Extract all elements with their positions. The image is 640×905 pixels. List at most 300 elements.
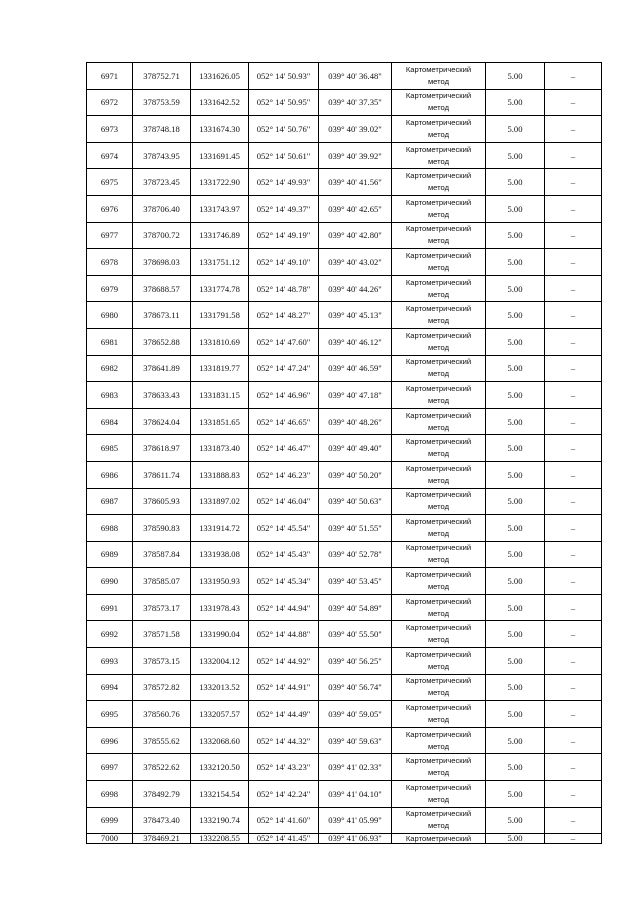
latitude-cell: 052° 14' 50.93" (249, 63, 319, 90)
y-coordinate-cell: 1331938.08 (191, 541, 249, 568)
accuracy-cell: 5.00 (486, 142, 545, 169)
point-number-cell: 6989 (87, 541, 133, 568)
method-label-line2: метод (427, 289, 450, 299)
longitude-cell: 039° 40' 51.55" (319, 515, 392, 542)
method-label-line2: метод (427, 342, 450, 352)
method-label-line1: Картометрический (405, 144, 472, 154)
point-number-cell: 6981 (87, 328, 133, 355)
point-number-cell: 6999 (87, 807, 133, 834)
point-number-cell: 6992 (87, 621, 133, 648)
method-cell (392, 568, 486, 595)
point-number-cell: 6995 (87, 701, 133, 728)
note-cell: – (545, 754, 602, 781)
latitude-cell: 052° 14' 47.60" (249, 328, 319, 355)
latitude-cell: 052° 14' 44.49" (249, 701, 319, 728)
x-coordinate-cell: 378492.79 (133, 781, 191, 808)
method-label-line2: метод (427, 582, 450, 592)
method-label-line1: Картометрический (405, 437, 472, 447)
method-label-line1: Картометрический (405, 383, 472, 393)
longitude-cell: 039° 40' 42.65" (319, 195, 392, 222)
point-number-cell: 6994 (87, 674, 133, 701)
x-coordinate-cell: 378700.72 (133, 222, 191, 249)
latitude-cell: 052° 14' 45.43" (249, 541, 319, 568)
y-coordinate-cell: 1331674.30 (191, 116, 249, 143)
method-label-line2: метод (427, 156, 450, 166)
longitude-cell: 039° 40' 47.18" (319, 382, 392, 409)
x-coordinate-cell: 378587.84 (133, 541, 191, 568)
method-cell (392, 807, 486, 834)
latitude-cell: 052° 14' 44.94" (249, 594, 319, 621)
longitude-cell: 039° 40' 39.92" (319, 142, 392, 169)
latitude-cell: 052° 14' 49.37" (249, 195, 319, 222)
method-label-line1: Картометрический (405, 570, 472, 580)
table-row (87, 382, 602, 409)
method-cell (392, 834, 486, 844)
latitude-cell: 052° 14' 45.34" (249, 568, 319, 595)
x-coordinate-cell: 378560.76 (133, 701, 191, 728)
method-label-line1: Картометрический (405, 224, 472, 234)
table-row (87, 275, 602, 302)
y-coordinate-cell: 1332120.50 (191, 754, 249, 781)
latitude-cell: 052° 14' 46.96" (249, 382, 319, 409)
longitude-cell: 039° 40' 41.56" (319, 169, 392, 196)
method-cell (392, 142, 486, 169)
y-coordinate-cell: 1331774.78 (191, 275, 249, 302)
table-row (87, 488, 602, 515)
method-cell (392, 116, 486, 143)
point-number-cell: 6987 (87, 488, 133, 515)
x-coordinate-cell: 378522.62 (133, 754, 191, 781)
longitude-cell: 039° 41' 04.10" (319, 781, 392, 808)
latitude-cell: 052° 14' 44.88" (249, 621, 319, 648)
y-coordinate-cell: 1332190.74 (191, 807, 249, 834)
x-coordinate-cell: 378571.58 (133, 621, 191, 648)
accuracy-cell: 5.00 (486, 63, 545, 90)
y-coordinate-cell: 1331873.40 (191, 435, 249, 462)
method-label-line1: Картометрический (405, 623, 472, 633)
y-coordinate-cell: 1331691.45 (191, 142, 249, 169)
method-label-line1: Картометрический (405, 782, 472, 792)
table-row (87, 142, 602, 169)
y-coordinate-cell: 1331810.69 (191, 328, 249, 355)
method-label-line2: метод (427, 129, 450, 139)
table-body (87, 63, 602, 844)
latitude-cell: 052° 14' 46.47" (249, 435, 319, 462)
coordinates-table (86, 62, 602, 844)
point-number-cell: 6983 (87, 382, 133, 409)
note-cell: – (545, 328, 602, 355)
accuracy-cell: 5.00 (486, 568, 545, 595)
method-label-line2: метод (427, 395, 450, 405)
method-label-line2: метод (427, 555, 450, 565)
table-row (87, 328, 602, 355)
latitude-cell: 052° 14' 46.23" (249, 461, 319, 488)
y-coordinate-cell: 1331751.12 (191, 249, 249, 276)
accuracy-cell: 5.00 (486, 275, 545, 302)
longitude-cell: 039° 40' 45.13" (319, 302, 392, 329)
method-label-line1: Картометрический (405, 330, 472, 340)
accuracy-cell: 5.00 (486, 594, 545, 621)
latitude-cell: 052° 14' 48.78" (249, 275, 319, 302)
note-cell: – (545, 461, 602, 488)
accuracy-cell: 5.00 (486, 621, 545, 648)
accuracy-cell: 5.00 (486, 328, 545, 355)
x-coordinate-cell: 378573.15 (133, 648, 191, 675)
accuracy-cell: 5.00 (486, 488, 545, 515)
longitude-cell: 039° 41' 06.93" (319, 834, 392, 844)
y-coordinate-cell: 1331819.77 (191, 355, 249, 382)
x-coordinate-cell: 378688.57 (133, 275, 191, 302)
table-row (87, 249, 602, 276)
latitude-cell: 052° 14' 44.91" (249, 674, 319, 701)
method-cell (392, 435, 486, 462)
point-number-cell: 6972 (87, 89, 133, 116)
method-label-line1: Картометрический (405, 357, 472, 367)
x-coordinate-cell: 378748.18 (133, 116, 191, 143)
note-cell: – (545, 488, 602, 515)
point-number-cell: 6974 (87, 142, 133, 169)
note-cell: – (545, 674, 602, 701)
table-row (87, 648, 602, 675)
y-coordinate-cell: 1331990.04 (191, 621, 249, 648)
x-coordinate-cell: 378624.04 (133, 408, 191, 435)
method-label-line1: Картометрический (405, 543, 472, 553)
method-label-line2: метод (427, 422, 450, 432)
point-number-cell: 6986 (87, 461, 133, 488)
note-cell: – (545, 355, 602, 382)
note-cell: – (545, 621, 602, 648)
latitude-cell: 052° 14' 42.24" (249, 781, 319, 808)
y-coordinate-cell: 1331851.65 (191, 408, 249, 435)
longitude-cell: 039° 40' 56.74" (319, 674, 392, 701)
latitude-cell: 052° 14' 41.60" (249, 807, 319, 834)
longitude-cell: 039° 40' 37.35" (319, 89, 392, 116)
latitude-cell: 052° 14' 49.93" (249, 169, 319, 196)
table-row (87, 435, 602, 462)
table-row (87, 594, 602, 621)
y-coordinate-cell: 1331743.97 (191, 195, 249, 222)
longitude-cell: 039° 40' 50.20" (319, 461, 392, 488)
method-cell (392, 408, 486, 435)
accuracy-cell: 5.00 (486, 461, 545, 488)
method-label-line1: Картометрический (405, 649, 472, 659)
latitude-cell: 052° 14' 41.45" (249, 834, 319, 844)
latitude-cell: 052° 14' 49.10" (249, 249, 319, 276)
note-cell: – (545, 302, 602, 329)
method-label-line1: Картометрический (405, 64, 472, 74)
y-coordinate-cell: 1331978.43 (191, 594, 249, 621)
method-label-line1: Картометрический (405, 729, 472, 739)
y-coordinate-cell: 1331888.83 (191, 461, 249, 488)
y-coordinate-cell: 1331897.02 (191, 488, 249, 515)
latitude-cell: 052° 14' 44.92" (249, 648, 319, 675)
accuracy-cell: 5.00 (486, 355, 545, 382)
point-number-cell: 6998 (87, 781, 133, 808)
method-label-line2: метод (427, 369, 450, 379)
note-cell: – (545, 222, 602, 249)
method-cell (392, 328, 486, 355)
longitude-cell: 039° 40' 46.59" (319, 355, 392, 382)
point-number-cell: 7000 (87, 834, 133, 844)
method-label-line2: метод (427, 768, 450, 778)
note-cell: – (545, 594, 602, 621)
note-cell: – (545, 648, 602, 675)
point-number-cell: 6979 (87, 275, 133, 302)
y-coordinate-cell: 1332013.52 (191, 674, 249, 701)
method-label-line1: Картометрический (405, 809, 472, 819)
point-number-cell: 6980 (87, 302, 133, 329)
y-coordinate-cell: 1332057.57 (191, 701, 249, 728)
method-label-line1: Картометрический (405, 463, 472, 473)
method-label-line2: метод (427, 183, 450, 193)
x-coordinate-cell: 378473.40 (133, 807, 191, 834)
method-label-line1: Картометрический (405, 596, 472, 606)
method-label-line2: метод (427, 661, 450, 671)
method-cell (392, 169, 486, 196)
note-cell: – (545, 249, 602, 276)
x-coordinate-cell: 378706.40 (133, 195, 191, 222)
latitude-cell: 052° 14' 44.32" (249, 727, 319, 754)
method-label-line1: Картометрический (405, 171, 472, 181)
table-row (87, 63, 602, 90)
point-number-cell: 6988 (87, 515, 133, 542)
method-cell (392, 195, 486, 222)
point-number-cell: 6976 (87, 195, 133, 222)
method-cell (392, 674, 486, 701)
accuracy-cell: 5.00 (486, 541, 545, 568)
accuracy-cell: 5.00 (486, 382, 545, 409)
method-label-line2: метод (427, 209, 450, 219)
method-label-line2: метод (427, 635, 450, 645)
method-label-line1: Картометрический (405, 490, 472, 500)
method-cell (392, 89, 486, 116)
table-row (87, 169, 602, 196)
longitude-cell: 039° 40' 59.63" (319, 727, 392, 754)
longitude-cell: 039° 40' 44.26" (319, 275, 392, 302)
note-cell: – (545, 89, 602, 116)
method-cell (392, 63, 486, 90)
method-cell (392, 461, 486, 488)
method-label-line2: метод (427, 821, 450, 831)
x-coordinate-cell: 378641.89 (133, 355, 191, 382)
x-coordinate-cell: 378572.82 (133, 674, 191, 701)
method-cell (392, 515, 486, 542)
method-label-line1: Картометрический (405, 834, 472, 844)
accuracy-cell: 5.00 (486, 302, 545, 329)
method-label-line2: метод (427, 528, 450, 538)
x-coordinate-cell: 378555.62 (133, 727, 191, 754)
x-coordinate-cell: 378605.93 (133, 488, 191, 515)
latitude-cell: 052° 14' 49.19" (249, 222, 319, 249)
point-number-cell: 6990 (87, 568, 133, 595)
longitude-cell: 039° 40' 49.40" (319, 435, 392, 462)
longitude-cell: 039° 40' 56.25" (319, 648, 392, 675)
y-coordinate-cell: 1331642.52 (191, 89, 249, 116)
x-coordinate-cell: 378753.59 (133, 89, 191, 116)
table-row (87, 355, 602, 382)
point-number-cell: 6971 (87, 63, 133, 90)
y-coordinate-cell: 1331791.58 (191, 302, 249, 329)
note-cell: – (545, 408, 602, 435)
method-cell (392, 541, 486, 568)
y-coordinate-cell: 1331950.93 (191, 568, 249, 595)
table-row (87, 195, 602, 222)
y-coordinate-cell: 1332004.12 (191, 648, 249, 675)
method-cell (392, 754, 486, 781)
method-cell (392, 594, 486, 621)
method-cell (392, 701, 486, 728)
accuracy-cell: 5.00 (486, 195, 545, 222)
note-cell: – (545, 116, 602, 143)
method-label-line1: Картометрический (405, 277, 472, 287)
method-label-line2: метод (427, 103, 450, 113)
longitude-cell: 039° 40' 52.78" (319, 541, 392, 568)
longitude-cell: 039° 40' 50.63" (319, 488, 392, 515)
method-cell (392, 488, 486, 515)
longitude-cell: 039° 40' 54.89" (319, 594, 392, 621)
longitude-cell: 039° 40' 36.48" (319, 63, 392, 90)
point-number-cell: 6993 (87, 648, 133, 675)
table-row (87, 89, 602, 116)
latitude-cell: 052° 14' 48.27" (249, 302, 319, 329)
longitude-cell: 039° 40' 48.26" (319, 408, 392, 435)
table-row (87, 461, 602, 488)
longitude-cell: 039° 40' 43.02" (319, 249, 392, 276)
method-label-line2: метод (427, 449, 450, 459)
y-coordinate-cell: 1331831.15 (191, 382, 249, 409)
method-cell (392, 781, 486, 808)
method-cell (392, 302, 486, 329)
table-row (87, 807, 602, 834)
longitude-cell: 039° 40' 59.05" (319, 701, 392, 728)
point-number-cell: 6984 (87, 408, 133, 435)
x-coordinate-cell: 378633.43 (133, 382, 191, 409)
method-cell (392, 382, 486, 409)
accuracy-cell: 5.00 (486, 727, 545, 754)
x-coordinate-cell: 378723.45 (133, 169, 191, 196)
method-label-line2: метод (427, 262, 450, 272)
note-cell: – (545, 834, 602, 844)
accuracy-cell: 5.00 (486, 807, 545, 834)
x-coordinate-cell: 378698.03 (133, 249, 191, 276)
table-row (87, 754, 602, 781)
table-row (87, 515, 602, 542)
table-row (87, 541, 602, 568)
note-cell: – (545, 435, 602, 462)
latitude-cell: 052° 14' 46.65" (249, 408, 319, 435)
method-cell (392, 727, 486, 754)
note-cell: – (545, 142, 602, 169)
accuracy-cell: 5.00 (486, 116, 545, 143)
accuracy-cell: 5.00 (486, 222, 545, 249)
point-number-cell: 6977 (87, 222, 133, 249)
accuracy-cell: 5.00 (486, 515, 545, 542)
method-label-line2: метод (427, 316, 450, 326)
longitude-cell: 039° 40' 46.12" (319, 328, 392, 355)
table-row (87, 834, 602, 844)
table-row (87, 781, 602, 808)
longitude-cell: 039° 41' 05.99" (319, 807, 392, 834)
accuracy-cell: 5.00 (486, 408, 545, 435)
note-cell: – (545, 382, 602, 409)
y-coordinate-cell: 1332208.55 (191, 834, 249, 844)
longitude-cell: 039° 40' 55.50" (319, 621, 392, 648)
method-label-line1: Картометрический (405, 676, 472, 686)
accuracy-cell: 5.00 (486, 169, 545, 196)
note-cell: – (545, 807, 602, 834)
method-label-line2: метод (427, 475, 450, 485)
x-coordinate-cell: 378673.11 (133, 302, 191, 329)
note-cell: – (545, 568, 602, 595)
x-coordinate-cell: 378652.88 (133, 328, 191, 355)
accuracy-cell: 5.00 (486, 674, 545, 701)
x-coordinate-cell: 378469.21 (133, 834, 191, 844)
point-number-cell: 6978 (87, 249, 133, 276)
point-number-cell: 6996 (87, 727, 133, 754)
point-number-cell: 6997 (87, 754, 133, 781)
method-cell (392, 275, 486, 302)
x-coordinate-cell: 378585.07 (133, 568, 191, 595)
method-label-line2: метод (427, 76, 450, 86)
method-label-line1: Картометрический (405, 516, 472, 526)
method-label-line1: Картометрический (405, 756, 472, 766)
note-cell: – (545, 541, 602, 568)
accuracy-cell: 5.00 (486, 754, 545, 781)
accuracy-cell: 5.00 (486, 89, 545, 116)
point-number-cell: 6985 (87, 435, 133, 462)
latitude-cell: 052° 14' 50.95" (249, 89, 319, 116)
latitude-cell: 052° 14' 43.23" (249, 754, 319, 781)
method-label-line1: Картометрический (405, 91, 472, 101)
method-label-line1: Картометрический (405, 703, 472, 713)
method-label-line2: метод (427, 794, 450, 804)
accuracy-cell: 5.00 (486, 701, 545, 728)
x-coordinate-cell: 378590.83 (133, 515, 191, 542)
latitude-cell: 052° 14' 45.54" (249, 515, 319, 542)
longitude-cell: 039° 40' 53.45" (319, 568, 392, 595)
table-row (87, 568, 602, 595)
table-row (87, 674, 602, 701)
method-cell (392, 249, 486, 276)
x-coordinate-cell: 378618.97 (133, 435, 191, 462)
note-cell: – (545, 275, 602, 302)
note-cell: – (545, 701, 602, 728)
table-row (87, 701, 602, 728)
x-coordinate-cell: 378573.17 (133, 594, 191, 621)
x-coordinate-cell: 378743.95 (133, 142, 191, 169)
x-coordinate-cell: 378752.71 (133, 63, 191, 90)
point-number-cell: 6982 (87, 355, 133, 382)
longitude-cell: 039° 40' 39.02" (319, 116, 392, 143)
method-cell (392, 621, 486, 648)
note-cell: – (545, 727, 602, 754)
latitude-cell: 052° 14' 50.61" (249, 142, 319, 169)
method-cell (392, 222, 486, 249)
y-coordinate-cell: 1331722.90 (191, 169, 249, 196)
y-coordinate-cell: 1332154.54 (191, 781, 249, 808)
y-coordinate-cell: 1332068.60 (191, 727, 249, 754)
accuracy-cell: 5.00 (486, 249, 545, 276)
method-label-line1: Картометрический (405, 410, 472, 420)
method-label-line2: метод (427, 688, 450, 698)
method-label-line1: Картометрический (405, 304, 472, 314)
note-cell: – (545, 63, 602, 90)
method-label-line2: метод (427, 715, 450, 725)
x-coordinate-cell: 378611.74 (133, 461, 191, 488)
table-row (87, 116, 602, 143)
method-label-line1: Картометрический (405, 197, 472, 207)
latitude-cell: 052° 14' 47.24" (249, 355, 319, 382)
